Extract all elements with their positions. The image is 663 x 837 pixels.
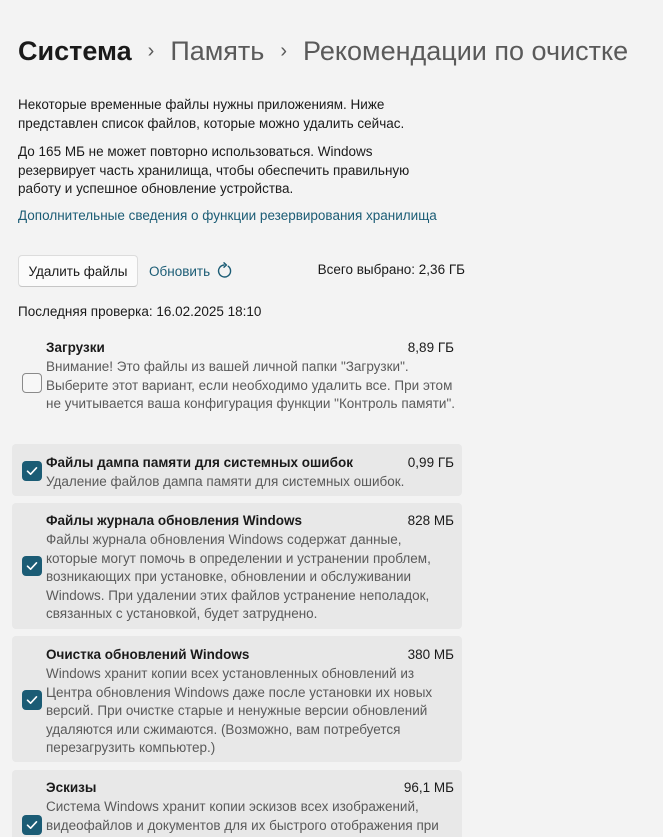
intro-text-1: Некоторые временные файлы нужны приложениям. Ниже представлен список файлов, которые можно удалить сейчас.	[18, 97, 405, 131]
item-checkbox[interactable]	[22, 815, 42, 835]
refresh-icon	[215, 262, 233, 280]
refresh-button[interactable]	[149, 259, 233, 283]
page-title: Рекомендации по очистке	[303, 36, 629, 66]
checkmark-icon	[25, 559, 39, 573]
item-size: 828 МБ	[407, 513, 454, 528]
item-size: 380 МБ	[407, 647, 454, 662]
cleanup-item-downloads[interactable]	[12, 332, 462, 438]
cleanup-item-thumbnails[interactable]	[12, 770, 462, 837]
item-checkbox[interactable]	[22, 461, 42, 481]
item-title: Очистка обновлений Windows	[46, 647, 250, 662]
intro-text-2: До 165 МБ не может повторно использоваться. Windows резервирует часть хранилища, чтобы обеспечить правильную работу и успешное обновление устройства.	[18, 144, 410, 196]
breadcrumb-memory[interactable]: Память	[170, 36, 265, 66]
chevron-right-icon: ›	[280, 40, 288, 62]
item-checkbox[interactable]	[22, 373, 42, 393]
item-title: Файлы журнала обновления Windows	[46, 513, 303, 528]
delete-files-button[interactable]: Удалить файлы	[18, 255, 138, 287]
item-description: Система Windows хранит копии эскизов всех изображений, видеофайлов и документов для их быстрого отображения при	[46, 799, 439, 833]
item-checkbox[interactable]	[22, 690, 42, 710]
item-title: Файлы дампа памяти для системных ошибок	[46, 455, 353, 470]
refresh-label: Обновить	[149, 263, 211, 279]
last-check-time: Последняя проверка: 16.02.2025 18:10	[18, 304, 262, 319]
item-description: Файлы журнала обновления Windows содержат данные, которые могут помочь в определении и устранении проблем, возникающих при установке, обновлении и обслуживании Windows. При удалении этих файлов устранение неполадок, связанных с установкой, будет затруднено.	[46, 532, 431, 621]
chevron-right-icon: ›	[147, 40, 155, 62]
breadcrumb-system[interactable]: Система	[18, 36, 132, 66]
item-title: Эскизы	[46, 780, 97, 795]
item-size: 0,99 ГБ	[407, 455, 454, 470]
item-checkbox[interactable]	[22, 556, 42, 576]
item-size: 96,1 МБ	[403, 780, 454, 795]
cleanup-item-windows-update-cleanup[interactable]	[12, 636, 462, 762]
checkmark-icon	[25, 464, 39, 478]
item-description: Удаление файлов дампа памяти для системных ошибок.	[46, 474, 405, 489]
storage-reserve-link[interactable]: Дополнительные сведения о функции резервирования хранилища	[18, 208, 437, 223]
item-title: Загрузки	[46, 340, 105, 355]
breadcrumb	[18, 32, 628, 70]
checkmark-icon	[25, 693, 39, 707]
item-description: Windows хранит копии всех установленных обновлений из Центра обновления Windows даже после установки их новых версий. При очистке старые и ненужные версии обновлений удаляются или сжимаются. (Возможно, вам потребуется перезагрузить компьютер.)	[46, 666, 433, 755]
total-selected: Всего выбрано: 2,36 ГБ	[317, 262, 465, 277]
item-description: Внимание! Это файлы из вашей личной папки "Загрузки". Выберите этот вариант, если необходимо удалить все. При этом не учитывается ваша конфигурация функции "Контроль памяти".	[46, 359, 456, 411]
cleanup-item-memory-dumps[interactable]	[12, 444, 462, 496]
cleanup-item-update-logs[interactable]	[12, 503, 462, 629]
checkmark-icon	[25, 818, 39, 832]
item-size: 8,89 ГБ	[407, 340, 454, 355]
